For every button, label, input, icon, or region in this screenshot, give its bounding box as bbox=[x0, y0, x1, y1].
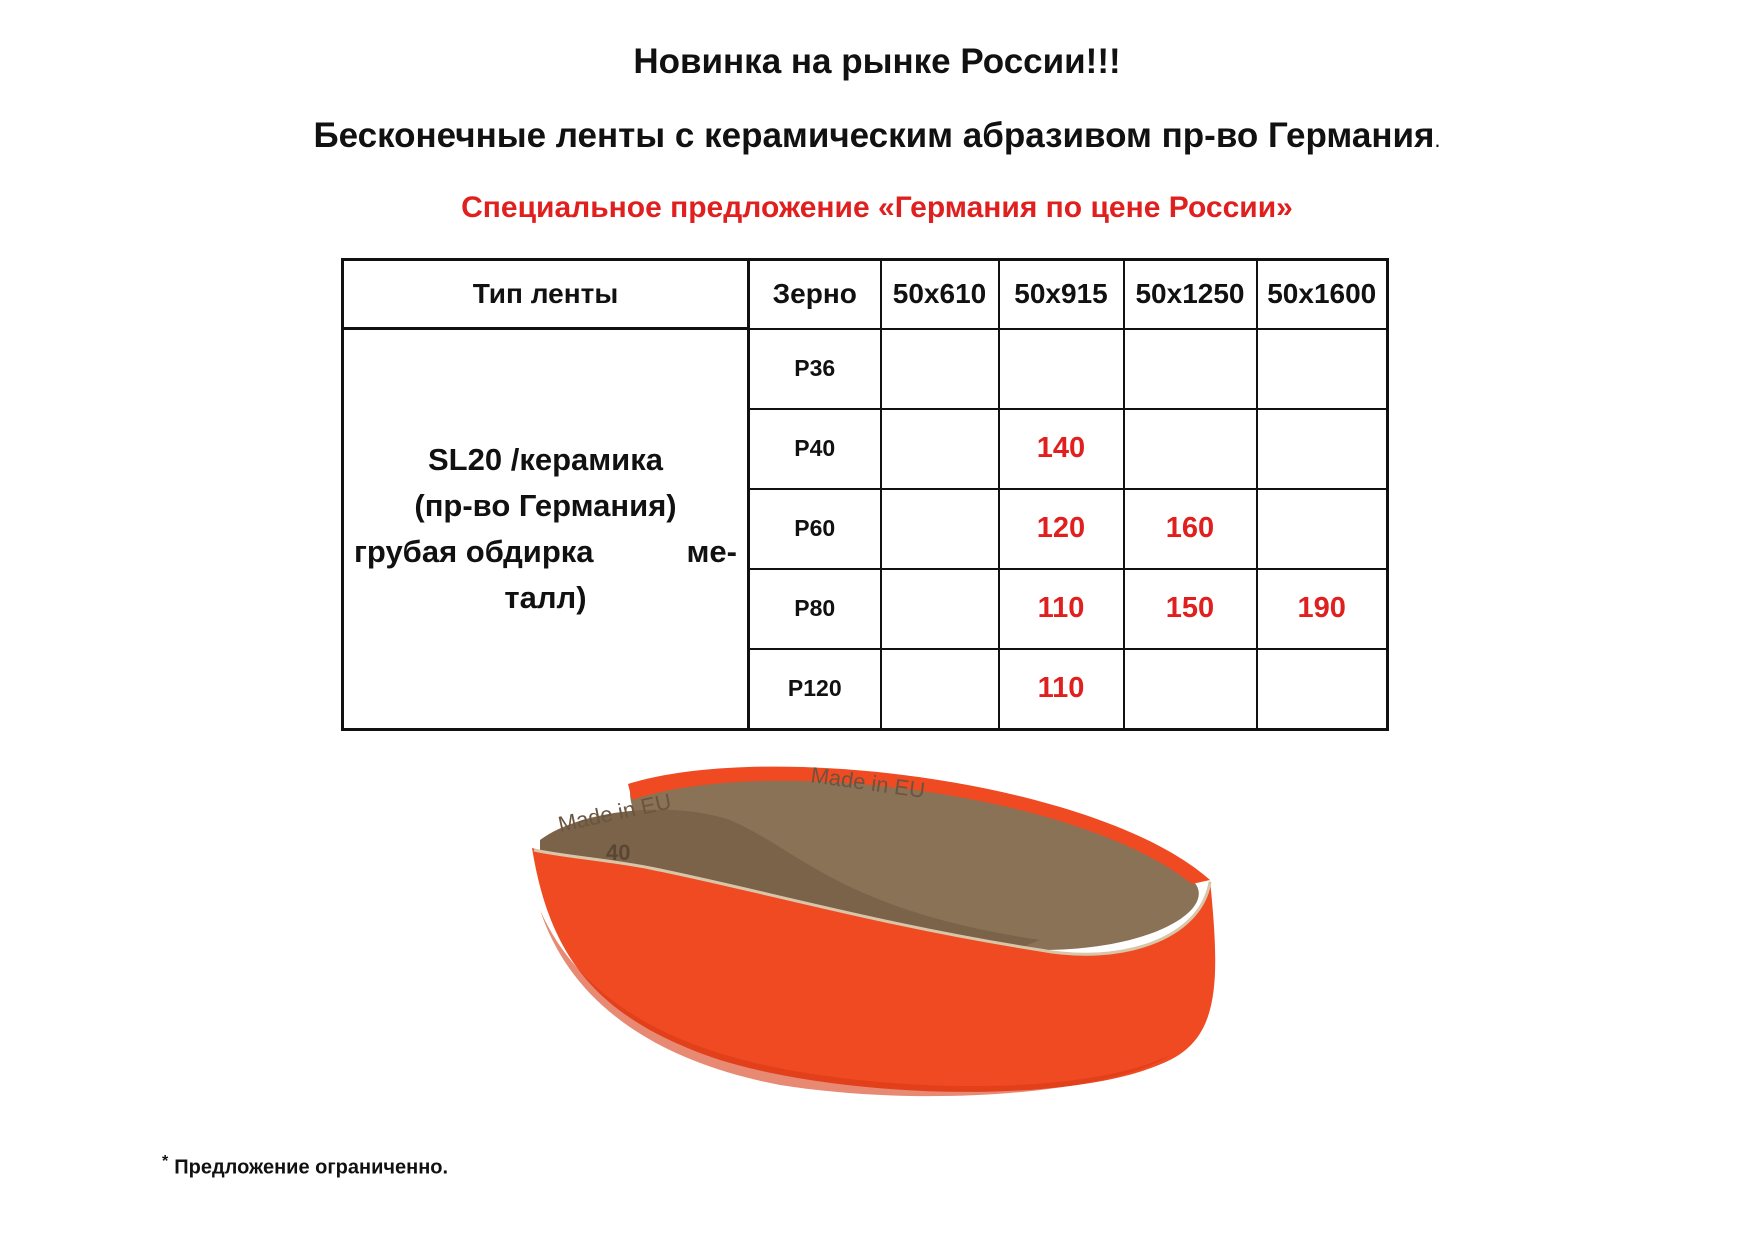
price-cell bbox=[1257, 409, 1388, 489]
grit-cell: P60 bbox=[749, 489, 881, 569]
price-cell: 160 bbox=[1124, 489, 1257, 569]
price-cell bbox=[881, 649, 999, 730]
sanding-belt-image bbox=[520, 760, 1280, 1130]
footnote bbox=[162, 1153, 448, 1180]
grit-cell: P36 bbox=[749, 329, 881, 409]
price-cell bbox=[881, 329, 999, 409]
belt-type-line: талл) bbox=[504, 579, 587, 615]
belt-type-cell bbox=[343, 329, 749, 730]
price-cell bbox=[1124, 409, 1257, 489]
footnote-mark: * bbox=[162, 1153, 169, 1170]
page-subtitle-suffix: . bbox=[1434, 127, 1441, 152]
belt-type-word: ме- bbox=[686, 533, 737, 569]
belt-print-text: Made in EU bbox=[809, 762, 927, 803]
grit-cell: P80 bbox=[749, 569, 881, 649]
table-row bbox=[343, 329, 1388, 409]
column-header-type: Тип ленты bbox=[343, 260, 749, 329]
belt-type-line: (пр-во Германия) bbox=[414, 487, 677, 523]
price-cell bbox=[881, 489, 999, 569]
page-subtitle-text: Бесконечные ленты с керамическим абразивом пр-во Германия bbox=[313, 116, 1435, 155]
belt-print-text: Made in EU bbox=[555, 788, 674, 837]
price-cell bbox=[1124, 649, 1257, 730]
column-header-size: 50х1600 bbox=[1257, 260, 1388, 329]
price-cell: 190 bbox=[1257, 569, 1388, 649]
belt-type-line bbox=[354, 529, 737, 575]
price-cell: 110 bbox=[999, 649, 1124, 730]
special-offer-heading: Специальное предложение «Германия по цене России» bbox=[461, 191, 1293, 224]
column-header-size: 50х915 bbox=[999, 260, 1124, 329]
price-cell bbox=[1257, 329, 1388, 409]
price-cell: 140 bbox=[999, 409, 1124, 489]
column-header-size: 50х1250 bbox=[1124, 260, 1257, 329]
column-header-size: 50х610 bbox=[881, 260, 999, 329]
price-cell bbox=[1257, 489, 1388, 569]
price-cell: 120 bbox=[999, 489, 1124, 569]
table-header-row bbox=[343, 260, 1388, 329]
belt-grit-mark: 40 bbox=[606, 840, 631, 865]
price-cell: 150 bbox=[1124, 569, 1257, 649]
page-title: Новинка на рынке России!!! bbox=[633, 42, 1121, 81]
page-subtitle bbox=[0, 114, 1754, 162]
grit-cell: P120 bbox=[749, 649, 881, 730]
price-cell bbox=[881, 569, 999, 649]
price-cell bbox=[999, 329, 1124, 409]
price-cell bbox=[1124, 329, 1257, 409]
belt-type-line: SL20 /керамика bbox=[428, 441, 663, 477]
grit-cell: P40 bbox=[749, 409, 881, 489]
price-table bbox=[341, 258, 1389, 731]
belt-type-word: грубая обдирка bbox=[354, 533, 594, 569]
price-cell bbox=[1257, 649, 1388, 730]
price-cell: 110 bbox=[999, 569, 1124, 649]
price-cell bbox=[881, 409, 999, 489]
column-header-grit: Зерно bbox=[749, 260, 881, 329]
footnote-text: Предложение ограниченно. bbox=[174, 1156, 449, 1179]
